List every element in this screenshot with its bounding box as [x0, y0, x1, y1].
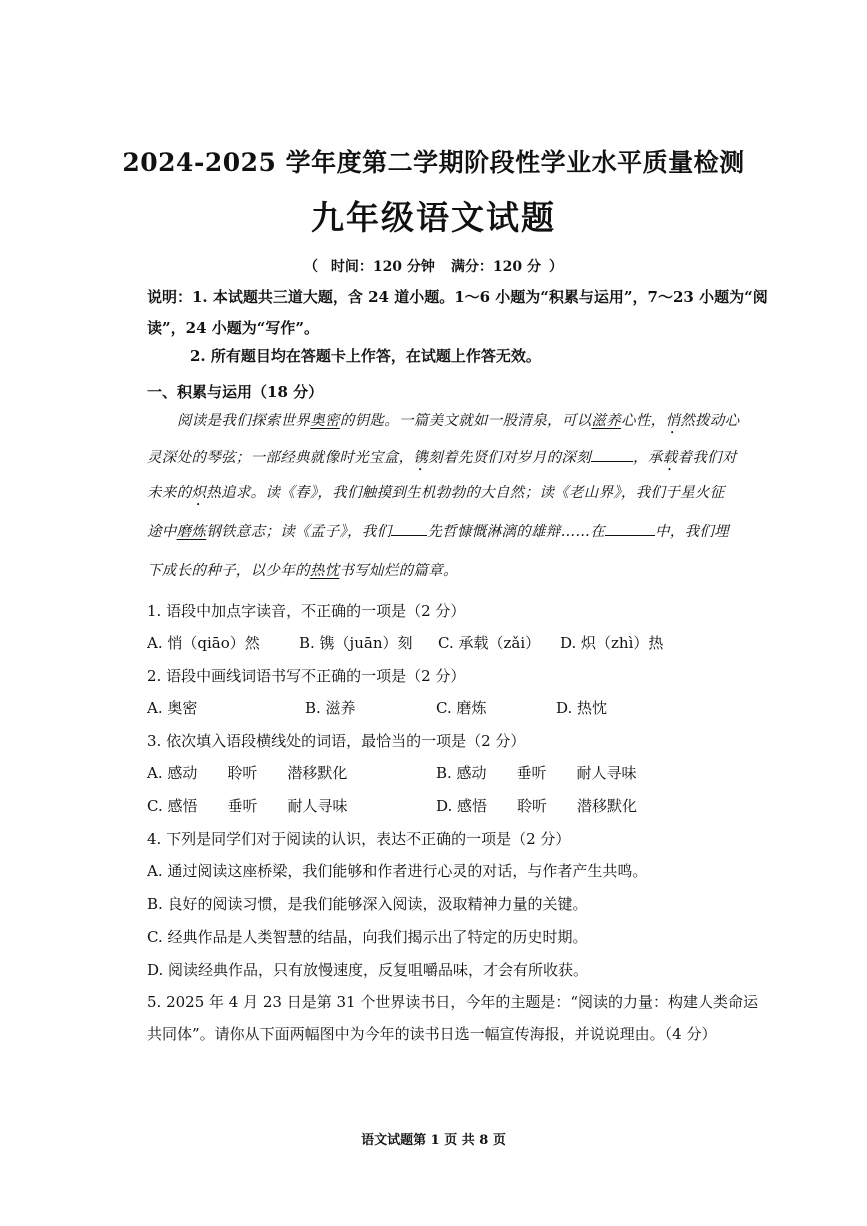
- question-4-stem: 4. 下列是同学们对于阅读的认识，表达不正确的一项是（2 分）: [147, 830, 571, 848]
- passage-text: 阅读是我们探索世界: [177, 413, 311, 429]
- exam-time: 时间：120 分钟: [330, 259, 435, 275]
- passage-line-3: [147, 483, 725, 509]
- passage-line-5: [147, 561, 458, 581]
- passage-text: 的钥匙。一篇美文就如一股清泉，可以: [339, 413, 592, 429]
- passage-line-4: [147, 521, 729, 542]
- passage-text: 途中: [147, 524, 177, 540]
- instructions-line-3: 2. 所有题目均在答题卡上作答，在试题上作答无效。: [190, 347, 541, 365]
- q2-option-b: B. 滋养: [305, 699, 356, 717]
- question-2-stem: 2. 语段中画线词语书写不正确的一项是（2 分）: [147, 667, 466, 685]
- underlined-word: 热忱: [309, 563, 340, 579]
- passage-text: 钢铁意志；读《孟子》，我们: [206, 524, 392, 540]
- dotted-char: 镌: [413, 450, 429, 466]
- passage-text: ，承: [633, 450, 663, 466]
- q3-option-b: B. 感动 垂听 耐人寻味: [436, 764, 637, 782]
- q1-option-a: A. 悄（qiāo）然: [147, 634, 260, 652]
- page-footer: 语文试题第 1 页 共 8 页: [361, 1133, 506, 1148]
- q2-option-d: D. 热忱: [556, 699, 608, 717]
- passage-text: 中，我们埋: [654, 524, 729, 540]
- exam-title: 2024-2025 学年度第二学期阶段性学业水平质量检测: [122, 148, 745, 177]
- passage-text: 先哲慷慨淋漓的雄辩……在: [427, 524, 605, 540]
- q4-option-d: D. 阅读经典作品，只有放慢速度，反复咀嚼品味，才会有所收获。: [147, 961, 589, 979]
- answer-blank-3: [605, 521, 655, 536]
- q1-option-b: B. 镌（juān）刻: [299, 634, 413, 652]
- q4-option-c: C. 经典作品是人类智慧的结晶，向我们揭示出了特定的历史时期。: [147, 928, 588, 946]
- q4-option-a: A. 通过阅读这座桥梁，我们能够和作者进行心灵的对话，与作者产生共鸣。: [147, 862, 648, 880]
- underlined-word: 滋养: [591, 413, 622, 429]
- underlined-word: 奥密: [310, 413, 340, 429]
- q3-option-d: D. 感悟 聆听 潜移默化: [436, 797, 638, 815]
- passage-text: 未来的: [147, 485, 192, 501]
- passage-text: 刻着先贤们对岁月的深刻: [428, 450, 592, 466]
- passage-text: 热追求。读《春》，我们触摸到生机勃勃的大自然；读《老山界》，我们于星火征: [206, 485, 725, 501]
- dotted-char: 炽: [191, 485, 207, 501]
- q1-option-d: D. 炽（zhì）热: [560, 634, 664, 652]
- q1-option-c: C. 承载（zǎi）: [438, 634, 541, 652]
- passage-text: 下成长的种子，以少年的: [147, 563, 310, 579]
- instructions-line-2: 读”，24 小题为“写作”。: [147, 319, 319, 337]
- dotted-char: 悄: [665, 413, 681, 429]
- passage-text: 心性，: [621, 413, 666, 429]
- question-5-line-2: 共同体”。请你从下面两幅图中为今年的读书日选一幅宣传海报，并说说理由。（4 分）: [147, 1025, 717, 1043]
- exam-subtitle: 九年级语文试题: [311, 198, 556, 237]
- passage-line-2: [147, 447, 737, 474]
- answer-blank-2: [391, 521, 427, 536]
- passage-text: 书写灿烂的篇章。: [339, 563, 458, 579]
- question-1-stem: 1. 语段中加点字读音，不正确的一项是（2 分）: [147, 602, 466, 620]
- passage-text: 灵深处的琴弦；一部经典就像时光宝盒，: [147, 450, 414, 466]
- q4-option-b: B. 良好的阅读习惯，是我们能够深入阅读，汲取精神力量的关键。: [147, 895, 588, 913]
- dotted-char: 载: [662, 450, 678, 466]
- question-5-line-1: 5. 2025 年 4 月 23 日是第 31 个世界读书日，今年的主题是：“阅读的力量：构建人类命运: [147, 993, 759, 1011]
- passage-line-1: [177, 411, 739, 437]
- answer-blank-1: [591, 447, 633, 462]
- q3-option-a: A. 感动 聆听 潜移默化: [147, 764, 348, 782]
- q2-option-a: A. 奥密: [147, 699, 198, 717]
- section-heading: 一、积累与运用（18 分）: [147, 383, 324, 401]
- exam-score: 满分：120 分: [450, 259, 542, 275]
- passage-text: 然拨动心: [680, 413, 740, 429]
- instructions-line-1: 说明：1. 本试题共三道大题，含 24 道小题。1～6 小题为“积累与运用”，7～23 小题为“阅: [147, 288, 768, 306]
- exam-meta: （ 时间：120 分钟 满分：120 分 ）: [303, 259, 564, 275]
- passage-text: 着我们对: [677, 450, 737, 466]
- q2-option-c: C. 磨炼: [436, 699, 487, 717]
- question-3-stem: 3. 依次填入语段横线处的词语，最恰当的一项是（2 分）: [147, 732, 526, 750]
- q3-option-c: C. 感悟 垂听 耐人寻味: [147, 797, 348, 815]
- underlined-word: 磨炼: [176, 524, 207, 540]
